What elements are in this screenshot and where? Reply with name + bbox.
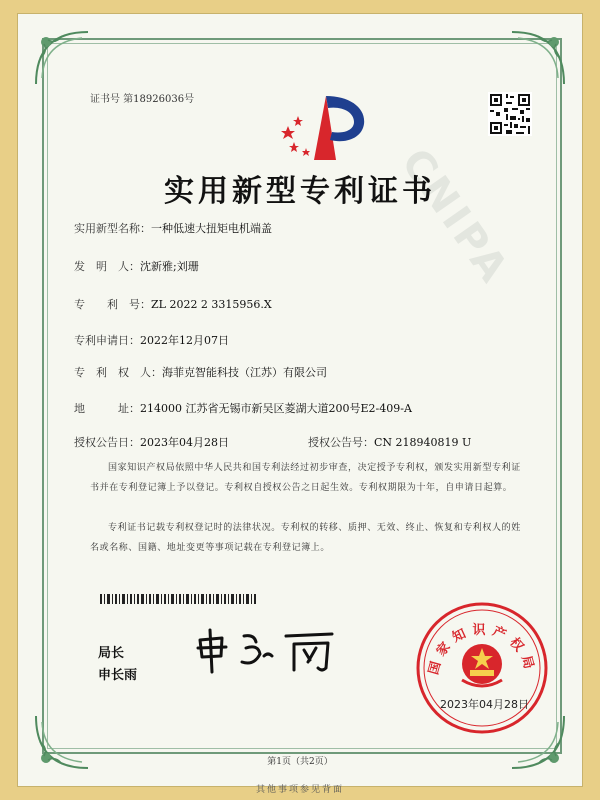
patentee-label: 专 利 权 人：	[74, 366, 162, 379]
patentee-value: 海菲克智能科技（江苏）有限公司	[162, 366, 327, 379]
utility-model-name-value: 一种低速大扭矩电机端盖	[151, 222, 272, 235]
grant-number-label: 授权公告号：	[308, 436, 374, 449]
seal-date: 2023年04月28日	[440, 698, 529, 711]
grant-number-value: CN 218940819 U	[374, 436, 472, 449]
grant-date-value: 2023年04月28日	[140, 436, 229, 449]
page-indicator: 第1页（共2页）	[267, 757, 333, 767]
filing-date-value: 2022年12月07日	[140, 334, 229, 347]
field-filing-date	[74, 332, 229, 348]
inventor-value: 沈新雅;刘珊	[140, 260, 199, 273]
field-patentee	[74, 364, 327, 380]
field-inventor	[74, 258, 199, 274]
corner-ornament-icon	[508, 28, 568, 88]
certificate-number: 证书号 第18926036号	[90, 94, 195, 105]
patent-number-label: 专 利 号：	[74, 298, 151, 311]
handwritten-signature-icon	[194, 626, 344, 676]
qr-code-icon	[488, 92, 532, 136]
certificate-title: 实用新型专利证书	[164, 174, 436, 209]
inventor-label: 发 明 人：	[74, 260, 140, 273]
barcode-icon	[100, 594, 258, 604]
grant-date-label: 授权公告日：	[74, 436, 140, 449]
director-title: 局长	[98, 646, 125, 661]
cnipa-watermark: CNIPA	[392, 140, 519, 294]
field-utility-model-name	[74, 220, 272, 236]
certificate-legal-note: 专利证书记载专利权登记时的法律状况。专利权的转移、质押、无效、终止、恢复和专利权人的姓名或名称、国籍、地址变更等事项记载在专利登记簿上。	[90, 523, 521, 553]
field-patent-number	[74, 296, 272, 312]
address-value: 214000 江苏省无锡市新吴区菱湖大道200号E2-409-A	[140, 402, 412, 415]
filing-date-label: 专利申请日：	[74, 334, 140, 347]
seal-text: 国家知识产权局	[426, 623, 538, 677]
corner-ornament-icon	[32, 28, 92, 88]
official-seal-icon	[414, 600, 550, 736]
footer-note: 其他事项参见背面	[255, 785, 344, 795]
field-grant-number	[308, 434, 471, 450]
patent-number-value: ZL 2022 2 3315956.X	[151, 298, 272, 311]
certificate-statement: 国家知识产权局依照中华人民共和国专利法经过初步审查，决定授予专利权，颁发实用新型专利证书并在专利登记簿上予以登记。专利权自授权公告之日起生效。专利权期限为十年，自申请日起算。	[90, 463, 521, 493]
utility-model-name-label: 实用新型名称：	[74, 222, 151, 235]
cnipa-logo-icon	[280, 86, 370, 166]
certificate-sheet	[18, 14, 582, 795]
field-grant-date	[74, 434, 229, 450]
director-name: 申长雨	[98, 668, 138, 683]
field-address	[74, 400, 412, 416]
address-label: 地 址：	[74, 402, 140, 415]
